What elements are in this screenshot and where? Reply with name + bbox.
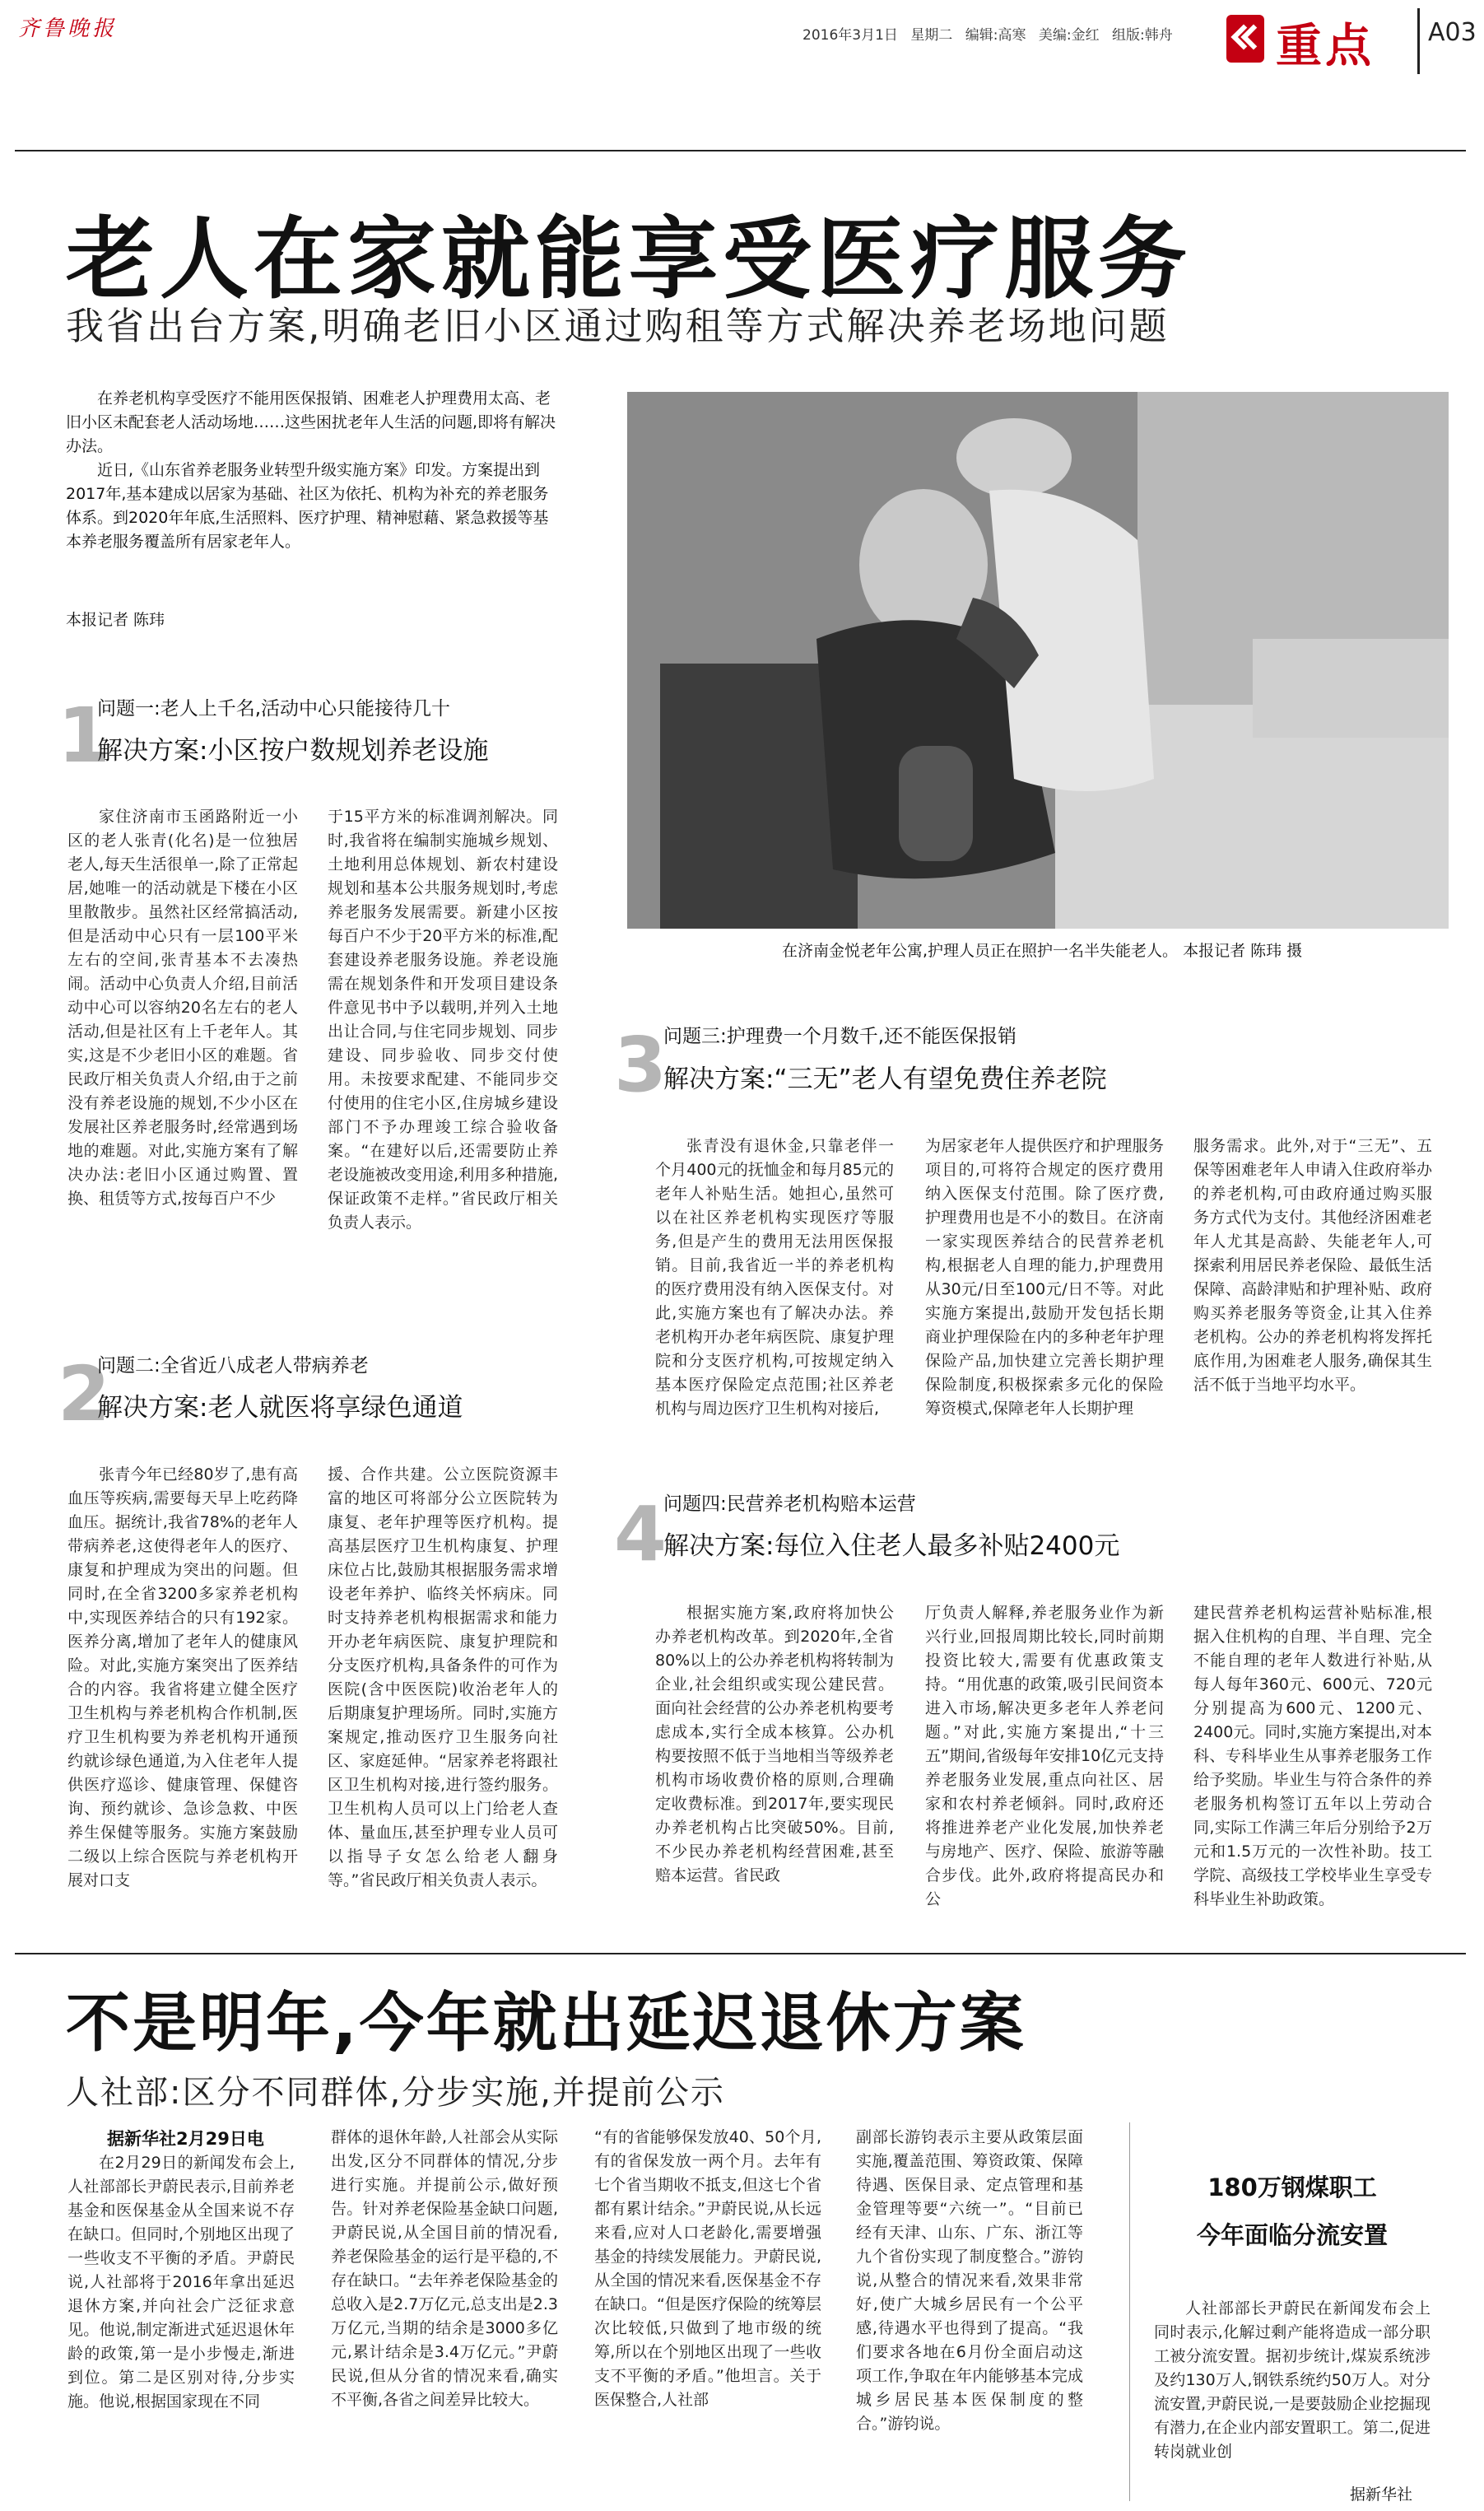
article-column: 服务需求。此外,对于“三无”、五保等困难老年人申请入住政府举办的养老机构,可由政府通过购买服务方式代为支付。其他经济困难老年人尤其是高龄、失能老年人,可探索利用居民养老保险、最低生活保障、高龄津贴和护理补贴、政府购买养老服务等资金,让其入住养老机构。公办的养老机构将发挥托底作用,为困难老人服务,确保其生活不低于当地平均水平。 [1193, 1137, 1432, 1394]
solution-text: 解决方案:每位入住老人最多补贴2400元 [663, 1531, 1120, 1561]
main-deck: 我省出台方案,明确老旧小区通过购租等方式解决养老场地问题 [66, 304, 1170, 348]
sidebar-source: 据新华社 [1350, 2485, 1413, 2504]
byline: 本报记者 陈玮 [66, 611, 165, 629]
proofreader-credit: 组版:韩舟 [1112, 27, 1173, 44]
editor-credit: 编辑:高寒 [965, 27, 1026, 44]
issue-weekday: 星期二 [910, 27, 953, 44]
article-column: “有的省能够保发放40、50个月,有的省保发放一两个月。去年有七个省当期收不抵支,但这七个省都有累计结余。”尹蔚民说,从长远来看,应对人口老龄化,需要增强基金的持续发展能力。尹蔚民说,从全国的情况来看,医保基金不存在缺口。“但是医疗保险的统筹层次比较低,只做到了地市级的统筹,所以在个别地区出现了一些收支不平衡的矛盾。”他坦言。关于医保整合,人社部 [594, 2128, 821, 2409]
article-column: 在2月29日的新闻发布会上,人社部部长尹蔚民表示,目前养老基金和医保基金从全国来说不存在缺口。但同时,个别地区出现了一些收支不平衡的矛盾。尹蔚民说,人社部将于2016年拿出延迟退休方案,并向社会广泛征求意见。他说,制定渐进式延迟退休年龄的政策,第一是小步慢走,渐进到位。第二是区别对待,分步实施。他说,根据国家现在不同 [67, 2154, 295, 2411]
issue-date: 2016年3月1日 [802, 27, 898, 44]
story-divider [15, 1953, 1466, 1954]
sidebar-title [1156, 2164, 1428, 2259]
sidebar-title-line: 180万钢煤职工 [1207, 2173, 1377, 2201]
second-headline: 不是明年,今年就出延迟退休方案 [66, 1987, 1026, 2061]
question-number: 3 [614, 1021, 668, 1109]
sidebar-divider [1129, 2122, 1130, 2501]
section-name: 重点 [1276, 20, 1375, 73]
designer-credit: 美编:金红 [1038, 27, 1100, 44]
lead-paragraph: 近日,《山东省养老服务业转型升级实施方案》印发。方案提出到2017年,基本建成以居家为基础、社区为依托、机构为补充的养老服务体系。到2020年年底,生活照料、医疗护理、精神慰藉、紧急救援等基本养老服务覆盖所有居家老年人。 [66, 461, 549, 551]
article-column: 张青今年已经80岁了,患有高血压等疾病,需要每天早上吃药降血压。据统计,我省78%的老年人带病养老,这使得老年人的医疗、康复和护理成为突出的问题。但同时,在全省3200多家养老机构中,实现医养结合的只有192家。医养分离,增加了老年人的健康风险。对此,实施方案突出了医养结合的内容。我省将建立健全医疗卫生机构与养老机构合作机制,医疗卫生机构要为养老机构开通预约就诊绿色通道,为入住老年人提供医疗巡诊、健康管理、保健咨询、预约就诊、急诊急救、中医养生保健等服务。实施方案鼓励二级以上综合医院与养老机构开展对口支 [67, 1465, 298, 1889]
article-column: 张青没有退休金,只靠老伴一个月400元的抚恤金和每月85元的老年人补贴生活。她担心,虽然可以在社区养老机构实现医疗等服务,但是产生的费用无法用医保报销。目前,我省近一半的养老机构的医疗费用没有纳入医保支付。对此,实施方案也有了解决办法。养老机构开办老年病医院、康复护理院和分支医疗机构,可按规定纳入基本医疗保险定点范围;社区养老机构与周边医疗卫生机构对接后, [655, 1137, 894, 1418]
question-text: 问题一:老人上千名,活动中心只能接待几十 [97, 698, 451, 720]
question-number: 1 [58, 692, 111, 780]
top-rule [15, 150, 1466, 151]
article-column: 厅负责人解释,养老服务业作为新兴行业,回报周期比较长,同时前期投资比较大,需要有优惠政策支持。“用优惠的政策,吸引民间资本进入市场,解决更多老年人养老问题。”对此,实施方案提出,“十三五”期间,省级每年安排10亿元支持养老服务业发展,重点向社区、居家和农村养老倾斜。同时,政府还将推进养老产业化发展,加快养老与房地产、医疗、保险、旅游等融合步伐。此外,政府将提高民办和公 [925, 1604, 1164, 1908]
sidebar-title-line: 今年面临分流安置 [1196, 2221, 1388, 2249]
solution-text: 解决方案:老人就医将享绿色通道 [97, 1393, 463, 1423]
solution-text: 解决方案:小区按户数规划养老设施 [97, 736, 489, 766]
lead-paragraphs [66, 387, 560, 554]
article-column: 于15平方米的标准调剂解决。同时,我省将在编制实施城乡规划、土地利用总体规划、新农村建设规划和基本公共服务规划时,考虑养老服务发展需要。新建小区按每百户不少于20平方米的标准,配套建设养老服务设施。养老设施需在规划条件和开发项目建设条件意见书中予以载明,并列入土地出让合同,与住宅同步规划、同步建设、同步验收、同步交付使用。未按要求配建、不能同步交付使用的住宅小区,住房城乡建设部门不予办理竣工综合验收备案。“在建好以后,还需要防止养老设施被改变用途,利用多种措施,保证政策不走样。”省民政厅相关负责人表示。 [328, 808, 558, 1232]
article-column: 副部长游钧表示主要从政策层面实施,覆盖范围、筹资政策、保障待遇、医保目录、定点管理和基金管理等要“六统一”。“目前已经有天津、山东、广东、浙江等九个省份实现了制度整合。”游钧说,从整合的情况来看,效果非常好,使广大城乡居民有一个公平感,待遇水平也得到了提高。“我们要求各地在6月份全面启动这项工作,争取在年内能够基本完成城乡居民基本医保制度的整合。”游钧说。 [856, 2128, 1083, 2433]
question-number: 2 [58, 1350, 111, 1438]
article-column: 建民营养老机构运营补贴标准,根据入住机构的自理、半自理、完全不能自理的老年人数进行补贴,从每人每年360元、600元、720元分别提高为600元、1200元、2400元。同时,实施方案提出,对本科、专科毕业生从事养老服务工作给予奖励。毕业生与符合条件的养老服务机构签订五年以上劳动合同,实际工作满三年后分别给予2万元和1.5万元的一次性补助。技工学院、高级技工学校毕业生享受专科毕业生补助政策。 [1193, 1604, 1432, 1908]
news-photo [627, 392, 1449, 929]
issue-info [802, 23, 1173, 44]
article-column: 家住济南市玉函路附近一小区的老人张青(化名)是一位独居老人,每天生活很单一,除了正常起居,她唯一的活动就是下楼在小区里散散步。虽然社区经常搞活动,但是活动中心只有一层100平米左右的空间,张青基本不去凑热闹。活动中心负责人介绍,目前活动中心可以容纳20名左右的老人活动,但是社区有上千老年人。其实,这是不少老旧小区的难题。省民政厅相关负责人介绍,由于之前没有养老设施的规划,不少小区在发展社区养老服务时,经常遇到场地的难题。对此,实施方案有了解决办法:老旧小区通过购置、置换、租赁等方式,按每百户不少 [67, 808, 298, 1208]
question-text: 问题三:护理费一个月数千,还不能医保报销 [663, 1026, 1017, 1047]
second-deck: 人社部:区分不同群体,分步实施,并提前公示 [66, 2074, 725, 2112]
question-text: 问题四:民营养老机构赔本运营 [663, 1493, 916, 1515]
solution-text: 解决方案:“三无”老人有望免费住养老院 [663, 1064, 1107, 1094]
question-text: 问题二:全省近八成老人带病养老 [97, 1355, 369, 1377]
sidebar-body: 人社部部长尹蔚民在新闻发布会上同时表示,化解过剩产能将造成一部分职工被分流安置。据初步统计,煤炭系统涉及约130万人,钢铁系统约50万人。对分流安置,尹蔚民说,一是要鼓励企业挖掘现有潜力,在企业内部安置职工。第二,促进转岗就业创 [1154, 2299, 1431, 2461]
newspaper-logo: 齐鲁晚报 [18, 16, 118, 41]
section-divider [1417, 8, 1420, 74]
photo-illustration [627, 392, 1449, 929]
main-headline: 老人在家就能享受医疗服务 [66, 208, 1193, 311]
lead-paragraph: 在养老机构享受医疗不能用医保报销、困难老人护理费用太高、老旧小区未配套老人活动场地……这些困扰老年人生活的问题,即将有解决办法。 [66, 389, 556, 455]
article-column: 根据实施方案,政府将加快公办养老机构改革。到2020年,全省80%以上的公办养老机构将转制为企业,社会组织或实现公建民营。面向社会经营的公办养老机构要考虑成本,实行全成本核算。公办机构要按照不低于当地相当等级养老机构市场收费价格的原则,合理确定收费标准。到2017年,要实现民办养老机构占比突破50%。目前,不少民办养老机构经营困难,甚至赔本运营。省民政 [655, 1604, 894, 1884]
question-number: 4 [614, 1490, 668, 1578]
photo-caption: 在济南金悦老年公寓,护理人员正在照护一名半失能老人。 本报记者 陈玮 摄 [782, 942, 1303, 960]
dateline: 据新华社2月29日电 [107, 2129, 264, 2149]
chevron-icon [1226, 15, 1264, 63]
article-column: 群体的退休年龄,人社部会从实际出发,区分不同群体的情况,分步进行实施。并提前公示,做好预告。针对养老保险基金缺口问题,尹蔚民说,从全国目前的情况看,养老保险基金的运行是平稳的,不存在缺口。“去年养老保险基金的总收入是2.7万亿元,总支出是2.3万亿元,当期的结余是3000多亿元,累计结余是3.4万亿元。”尹蔚民说,但从分省的情况来看,确实不平衡,各省之间差异比较大。 [331, 2128, 558, 2409]
page-number: A03 [1428, 18, 1477, 47]
section-marker [1226, 10, 1424, 72]
article-column: 援、合作共建。公立医院资源丰富的地区可将部分公立医院转为康复、老年护理等医疗机构。提高基层医疗卫生机构康复、护理床位占比,鼓励其根据服务需求增设老年养护、临终关怀病床。同时支持养老机构根据需求和能力开办老年病医院、康复护理院和分支医疗机构,具备条件的可作为医院(含中医医院)收治老年人的后期康复护理场所。同时,实施方案规定,推动医疗卫生服务向社区、家庭延伸。“居家养老将跟社区卫生机构对接,进行签约服务。卫生机构人员可以上门给老人查体、量血压,甚至护理专业人员可以指导子女怎么给老人翻身等。”省民政厅相关负责人表示。 [328, 1465, 558, 1889]
article-column: 为居家老年人提供医疗和护理服务项目的,可将符合规定的医疗费用纳入医保支付范围。除了医疗费,护理费用也是不小的数目。在济南一家实现医养结合的民营养老机构,根据老人自理的能力,护理费用从30元/日至100元/日不等。对此实施方案提出,鼓励开发包括长期商业护理保险在内的多种老年护理保险产品,加快建立完善长期护理保险制度,积极探索多元化的保险筹资模式,保障老年人长期护理 [925, 1137, 1164, 1418]
